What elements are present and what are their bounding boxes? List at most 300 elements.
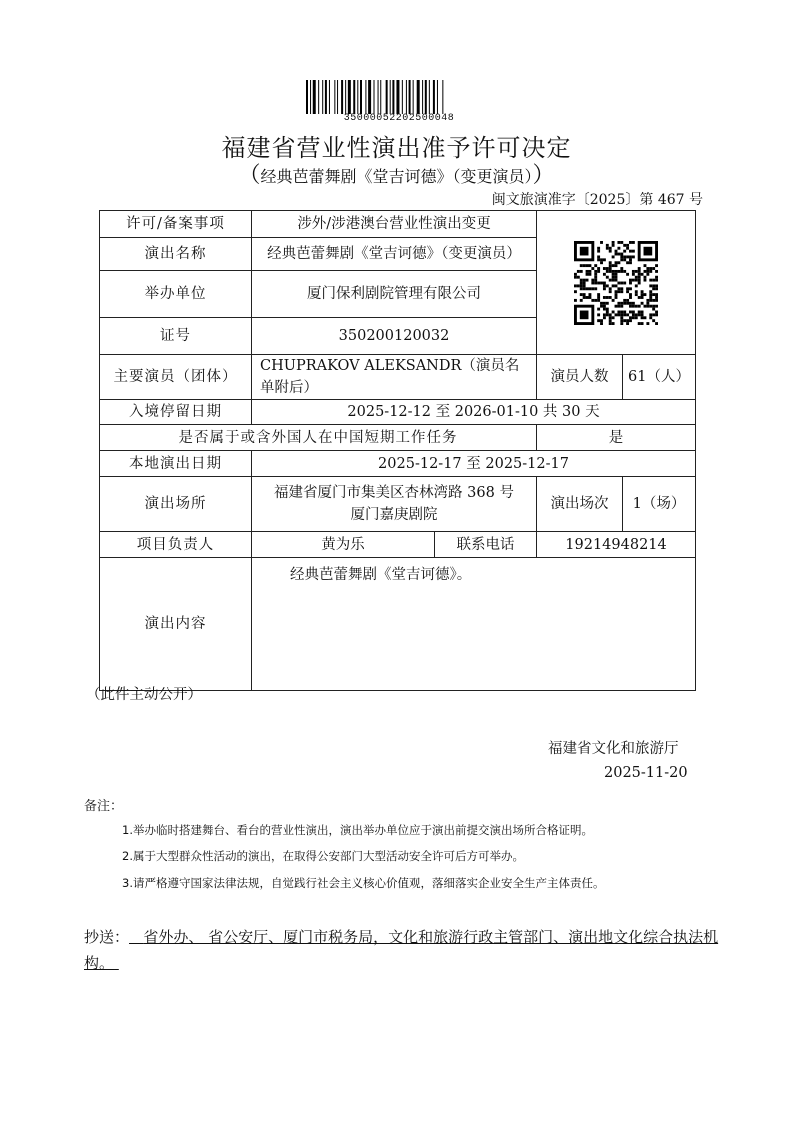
- qr-module: [644, 293, 647, 296]
- qr-module: [626, 313, 629, 316]
- qr-module: [638, 267, 641, 270]
- qr-module: [620, 301, 623, 304]
- qr-module: [597, 307, 600, 310]
- qr-module: [612, 241, 615, 244]
- qr-module: [615, 264, 618, 267]
- qr-module: [652, 298, 655, 301]
- qr-module: [655, 284, 658, 287]
- qr-module: [597, 298, 600, 301]
- qr-module: [603, 296, 606, 299]
- qr-module: [609, 278, 612, 281]
- qr-module: [603, 258, 606, 261]
- sessions-label: 演出场次: [537, 477, 623, 532]
- qr-module: [629, 304, 632, 307]
- organizer-value: 厦门保利剧院管理有限公司: [252, 271, 537, 318]
- qr-module: [646, 267, 649, 270]
- qr-module: [638, 310, 641, 313]
- qr-module: [603, 267, 606, 270]
- qr-module: [623, 313, 626, 316]
- qr-module: [603, 287, 606, 290]
- qr-module: [588, 272, 591, 275]
- qr-module: [649, 267, 652, 270]
- qr-module: [580, 281, 583, 284]
- barcode-bar: [422, 80, 423, 114]
- qr-module: [655, 287, 658, 290]
- qr-module: [609, 296, 612, 299]
- qr-module: [615, 296, 618, 299]
- qr-module: [641, 313, 644, 316]
- qr-module: [586, 269, 589, 272]
- barcode-bar: [417, 80, 420, 114]
- qr-module: [632, 241, 635, 244]
- qr-module: [649, 298, 652, 301]
- qr-module: [603, 304, 606, 307]
- qr-module: [609, 287, 612, 290]
- qr-module: [588, 264, 591, 267]
- qr-module: [609, 290, 612, 293]
- qr-module: [597, 267, 600, 270]
- qr-module: [638, 322, 641, 325]
- qr-module: [632, 249, 635, 252]
- qr-module: [609, 313, 612, 316]
- qr-module: [591, 281, 594, 284]
- qr-module: [635, 304, 638, 307]
- barcode-bar: [437, 80, 438, 114]
- qr-module: [600, 301, 603, 304]
- qr-module: [641, 293, 644, 296]
- qr-module: [617, 310, 620, 313]
- qr-module: [632, 313, 635, 316]
- qr-module: [629, 241, 632, 244]
- qr-module: [620, 267, 623, 270]
- qr-module: [649, 278, 652, 281]
- qr-module: [574, 290, 577, 293]
- qr-module: [612, 284, 615, 287]
- qr-module: [638, 269, 641, 272]
- barcode-bar: [310, 80, 311, 114]
- qr-module: [583, 278, 586, 281]
- qr-module: [626, 319, 629, 322]
- qr-module: [638, 272, 641, 275]
- qr-module: [644, 269, 647, 272]
- barcode-bar: [406, 80, 407, 114]
- qr-module: [594, 287, 597, 290]
- qr-module: [603, 313, 606, 316]
- qr-module: [629, 287, 632, 290]
- qr-module: [609, 264, 612, 267]
- qr-module: [609, 246, 612, 249]
- qr-module: [655, 296, 658, 299]
- qr-module: [580, 284, 583, 287]
- local-dates-label: 本地演出日期: [100, 451, 252, 477]
- qr-module: [606, 307, 609, 310]
- qr-module: [577, 284, 580, 287]
- qr-module: [620, 258, 623, 261]
- qr-module: [644, 278, 647, 281]
- qr-module: [641, 296, 644, 299]
- qr-module: [612, 272, 615, 275]
- qr-module: [606, 296, 609, 299]
- qr-module: [615, 278, 618, 281]
- phone-label: 联系电话: [435, 532, 537, 558]
- organizer-label: 举办单位: [100, 271, 252, 318]
- barcode-bar: [348, 80, 351, 114]
- qr-module: [615, 284, 618, 287]
- qr-module: [580, 264, 583, 267]
- qr-module: [606, 246, 609, 249]
- qr-module: [620, 290, 623, 293]
- qr-module: [591, 278, 594, 281]
- qr-module: [594, 281, 597, 284]
- qr-module: [655, 310, 658, 313]
- qr-module: [632, 316, 635, 319]
- qr-module: [603, 316, 606, 319]
- qr-module: [609, 322, 612, 325]
- qr-module: [652, 307, 655, 310]
- barcode-bar: [378, 80, 379, 114]
- qr-module: [623, 281, 626, 284]
- qr-module: [615, 269, 618, 272]
- qr-module: [652, 284, 655, 287]
- qr-cell: [537, 211, 696, 355]
- qr-module: [629, 278, 632, 281]
- qr-module: [644, 304, 647, 307]
- qr-module: [617, 281, 620, 284]
- qr-module: [623, 269, 626, 272]
- qr-module: [591, 267, 594, 270]
- qr-module: [646, 301, 649, 304]
- performers-value: CHUPRAKOV ALEKSANDR（演员名单附后）: [252, 355, 537, 400]
- qr-module: [603, 281, 606, 284]
- note-item: 3.请严格遵守国家法律法规，自觉践行社会主义核心价值观，落细落实企业安全生产主体责任。: [122, 876, 605, 890]
- qr-module: [649, 284, 652, 287]
- qr-module: [626, 301, 629, 304]
- qr-module: [588, 296, 591, 299]
- qr-module: [632, 272, 635, 275]
- qr-module: [641, 301, 644, 304]
- qr-module: [583, 264, 586, 267]
- qr-module: [606, 313, 609, 316]
- qr-module: [600, 261, 603, 264]
- qr-module: [617, 269, 620, 272]
- qr-module: [638, 275, 641, 278]
- venue-line-2: 厦门嘉庚剧院: [350, 507, 438, 523]
- qr-module: [588, 287, 591, 290]
- qr-module: [612, 255, 615, 258]
- qr-module: [620, 316, 623, 319]
- qr-module: [600, 258, 603, 261]
- qr-module: [620, 241, 623, 244]
- qr-module: [635, 316, 638, 319]
- qr-module: [655, 313, 658, 316]
- qr-module: [635, 313, 638, 316]
- barcode-bar: [402, 80, 403, 114]
- qr-module: [641, 272, 644, 275]
- qr-module: [652, 287, 655, 290]
- barcode-bar: [325, 80, 327, 114]
- qr-module: [603, 307, 606, 310]
- qr-module: [580, 287, 583, 290]
- qr-module: [655, 269, 658, 272]
- qr-module: [646, 272, 649, 275]
- qr-module: [641, 322, 644, 325]
- qr-module: [617, 287, 620, 290]
- qr-module: [615, 293, 618, 296]
- barcode-bar: [345, 80, 346, 114]
- qr-module: [594, 278, 597, 281]
- qr-module: [603, 284, 606, 287]
- qr-module: [586, 287, 589, 290]
- cert-label: 证号: [100, 318, 252, 355]
- content-value: 经典芭蕾舞剧《堂吉诃德》。: [252, 558, 696, 691]
- permit-type-label: 许可/备案事项: [100, 211, 252, 238]
- qr-module: [583, 296, 586, 299]
- qr-module: [632, 269, 635, 272]
- barcode-bar: [396, 80, 399, 114]
- qr-module: [597, 246, 600, 249]
- qr-module: [606, 301, 609, 304]
- qr-module: [655, 275, 658, 278]
- barcode-bar: [442, 80, 443, 114]
- qr-module: [612, 298, 615, 301]
- qr-module: [606, 243, 609, 246]
- qr-module: [649, 269, 652, 272]
- qr-module: [626, 246, 629, 249]
- qr-module: [574, 298, 577, 301]
- qr-module: [606, 269, 609, 272]
- barcode-bar: [313, 80, 316, 114]
- qr-module: [609, 316, 612, 319]
- document-number: 闽文旅演准字〔2025〕第 467 号: [491, 192, 703, 208]
- qr-module: [617, 241, 620, 244]
- qr-module: [629, 296, 632, 299]
- performer-count-value: 61（人）: [623, 355, 696, 400]
- qr-module: [620, 322, 623, 325]
- qr-module: [597, 293, 600, 296]
- qr-module: [623, 301, 626, 304]
- qr-module: [597, 249, 600, 252]
- qr-module: [644, 246, 653, 255]
- qr-module: [577, 275, 580, 278]
- qr-module: [629, 301, 632, 304]
- qr-module: [635, 293, 638, 296]
- qr-module: [644, 275, 647, 278]
- barcode-bar: [368, 80, 371, 114]
- qr-module: [615, 275, 618, 278]
- qr-module: [649, 296, 652, 299]
- qr-module: [644, 264, 647, 267]
- qr-module: [588, 293, 591, 296]
- barcode-bar: [357, 80, 358, 114]
- qr-module: [632, 255, 635, 258]
- qr-module: [646, 322, 649, 325]
- qr-module: [615, 290, 618, 293]
- qr-module: [606, 267, 609, 270]
- cc-text: [84, 928, 718, 972]
- qr-module: [632, 310, 635, 313]
- qr-module: [620, 252, 623, 255]
- barcode-bar: [360, 80, 362, 114]
- qr-module: [649, 290, 652, 293]
- phone-value: 19214948214: [537, 532, 696, 558]
- qr-module: [574, 284, 577, 287]
- qr-module: [617, 261, 620, 264]
- barcode-bar: [429, 80, 430, 114]
- qr-module: [597, 258, 600, 261]
- qr-module: [652, 304, 655, 307]
- qr-module: [580, 278, 583, 281]
- qr-module: [638, 281, 641, 284]
- qr-module: [626, 298, 629, 301]
- barcode-bar: [318, 80, 319, 114]
- qr-module: [629, 316, 632, 319]
- qr-module: [632, 278, 635, 281]
- barcode-bar: [433, 80, 435, 114]
- local-dates-value: 2025-12-17 至 2025-12-17: [252, 451, 696, 477]
- qr-module: [638, 296, 641, 299]
- qr-module: [594, 272, 597, 275]
- qr-module: [638, 278, 641, 281]
- show-name-value: 经典芭蕾舞剧《堂吉诃德》（变更演员）: [252, 238, 537, 271]
- barcode-bar: [413, 80, 414, 114]
- barcode-bar: [306, 80, 308, 114]
- barcode-bar: [390, 80, 391, 114]
- qr-module: [606, 310, 609, 313]
- qr-module: [580, 246, 589, 255]
- qr-module: [649, 313, 652, 316]
- barcode-bar: [380, 80, 381, 114]
- barcode-bar: [392, 80, 394, 114]
- cc-section: [84, 924, 724, 976]
- qr-module: [646, 269, 649, 272]
- performer-count-label: 演员人数: [537, 355, 623, 400]
- venue-line-1: 福建省厦门市集美区杏林湾路 368 号: [274, 485, 514, 501]
- barcode-number: 35000052202500048: [343, 113, 455, 124]
- qr-module: [617, 252, 620, 255]
- qr-module: [635, 269, 638, 272]
- show-name-label: 演出名称: [100, 238, 252, 271]
- qr-module: [629, 281, 632, 284]
- qr-module: [580, 293, 583, 296]
- qr-module: [574, 275, 577, 278]
- cert-value: 350200120032: [252, 318, 537, 355]
- qr-module: [612, 322, 615, 325]
- qr-module: [620, 310, 623, 313]
- qr-module: [632, 301, 635, 304]
- qr-module: [649, 304, 652, 307]
- qr-module: [594, 275, 597, 278]
- qr-module: [617, 290, 620, 293]
- qr-module: [597, 296, 600, 299]
- qr-module: [617, 304, 620, 307]
- qr-module: [580, 310, 589, 319]
- qr-module: [620, 313, 623, 316]
- qr-module: [609, 249, 612, 252]
- content-label: 演出内容: [100, 558, 252, 691]
- qr-module: [635, 290, 638, 293]
- qr-module: [574, 272, 577, 275]
- qr-module: [652, 278, 655, 281]
- qr-module: [652, 293, 655, 296]
- qr-module: [606, 275, 609, 278]
- permit-type-value: 涉外/涉港澳台营业性演出变更: [252, 211, 537, 238]
- qr-module: [620, 281, 623, 284]
- qr-module: [580, 269, 583, 272]
- qr-module: [609, 267, 612, 270]
- sessions-value: 1（场）: [623, 477, 696, 532]
- barcode-bar: [341, 80, 343, 114]
- qr-module: [623, 255, 626, 258]
- qr-module: [615, 304, 618, 307]
- qr-module: [623, 319, 626, 322]
- qr-module: [600, 281, 603, 284]
- qr-module: [626, 243, 629, 246]
- qr-module: [629, 261, 632, 264]
- barcode-bar: [365, 80, 366, 114]
- qr-module: [641, 316, 644, 319]
- qr-module: [586, 278, 589, 281]
- permit-table: [99, 210, 696, 691]
- qr-module: [652, 313, 655, 316]
- qr-module: [603, 301, 606, 304]
- subtitle-open-paren: （: [238, 163, 261, 188]
- qr-module: [597, 319, 600, 322]
- qr-module: [623, 310, 626, 313]
- barcode-bar: [322, 80, 323, 114]
- qr-module: [586, 296, 589, 299]
- note-item: 2.属于大型群众性活动的演出，在取得公安部门大型活动安全许可后方可举办。: [122, 849, 524, 863]
- qr-module: [615, 252, 618, 255]
- foreign-work-value: 是: [537, 425, 696, 451]
- qr-module: [583, 293, 586, 296]
- manager-label: 项目负责人: [100, 532, 252, 558]
- qr-module: [597, 313, 600, 316]
- qr-module: [629, 255, 632, 258]
- subtitle-close-paren: ）: [532, 163, 555, 188]
- cc-recipients: 省外办、 省公安厅、厦门市税务局，文化和旅游行政主管部门、演出地文化综合执法机构。: [84, 928, 719, 972]
- qr-module: [597, 281, 600, 284]
- qr-code: [574, 241, 658, 325]
- public-note: （此件主动公开）: [86, 687, 202, 703]
- qr-module: [655, 322, 658, 325]
- qr-module: [638, 304, 641, 307]
- stay-value: 2025-12-12 至 2026-01-10 共 30 天: [252, 400, 696, 425]
- qr-module: [644, 316, 647, 319]
- qr-module: [615, 249, 618, 252]
- qr-module: [620, 304, 623, 307]
- qr-module: [612, 278, 615, 281]
- qr-module: [609, 269, 612, 272]
- qr-module: [586, 272, 589, 275]
- qr-module: [594, 264, 597, 267]
- qr-module: [600, 322, 603, 325]
- qr-module: [615, 261, 618, 264]
- qr-module: [626, 261, 629, 264]
- performers-label: 主要演员（团体）: [100, 355, 252, 400]
- qr-module: [583, 284, 586, 287]
- qr-module: [632, 304, 635, 307]
- qr-module: [612, 275, 615, 278]
- qr-module: [588, 269, 591, 272]
- qr-module: [591, 298, 594, 301]
- qr-module: [583, 281, 586, 284]
- qr-module: [646, 298, 649, 301]
- barcode-bar: [386, 80, 388, 114]
- qr-module: [655, 293, 658, 296]
- qr-module: [615, 272, 618, 275]
- qr-module: [646, 304, 649, 307]
- qr-module: [600, 319, 603, 322]
